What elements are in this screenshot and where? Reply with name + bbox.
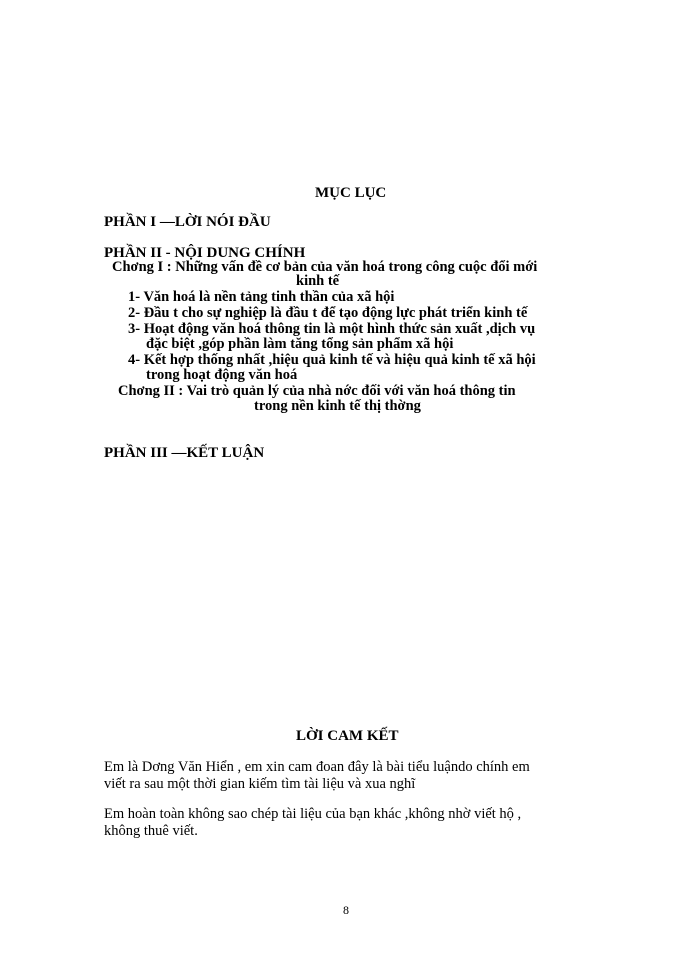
commitment-para-2-line-2: không thuê viết. <box>104 823 198 839</box>
toc-item-4-line-2: trong hoạt động văn hoá <box>146 367 298 383</box>
toc-chapter-1-line-2: kinh tế <box>296 273 340 289</box>
commitment-para-2-line-1: Em hoàn toàn không sao chép tài liệu của bạn khác ,không nhờ viết hộ , <box>104 806 522 822</box>
toc-item-3-line-2: đặc biệt ,góp phần làm tăng tổng sản phẩm xã hội <box>146 336 454 352</box>
toc-chapter-2-line-2: trong nền kinh tế thị thờng <box>254 398 421 414</box>
toc-part-2: PHẦN II - NỘI DUNG CHÍNH <box>104 245 306 261</box>
toc-chapter-1-line-1: Chơng I : Những vấn đề cơ bản của văn hoá trong công cuộc đổi mới <box>112 259 538 275</box>
toc-item-3-line-1: 3- Hoạt động văn hoá thông tin là một hình thức sản xuất ,dịch vụ <box>128 321 536 337</box>
commitment-para-1-line-1: Em là Dơng Văn Hiển , em xin cam đoan đây là bài tiểu luậndo chính em <box>104 759 530 775</box>
commitment-para-1-line-2: viết ra sau một thời gian kiếm tìm tài liệu và xua nghĩ <box>104 776 416 792</box>
toc-chapter-2-line-1: Chơng II : Vai trò quản lý của nhà nớc đối với văn hoá thông tin <box>118 383 516 399</box>
page-number: 8 <box>343 903 349 917</box>
toc-title: MỤC LỤC <box>315 185 387 201</box>
toc-part-3: PHẦN III —KẾT LUẬN <box>104 445 265 461</box>
commitment-title: LỜI CAM KẾT <box>296 728 399 744</box>
toc-item-4-line-1: 4- Kết hợp thống nhất ,hiệu quả kinh tế và hiệu quả kinh tế xã hội <box>128 352 536 368</box>
toc-part-1: PHẦN I —LỜI NÓI ĐẦU <box>104 214 271 230</box>
toc-item-2: 2- Đầu t cho sự nghiệp là đầu t để tạo động lực phát triển kinh tế <box>128 305 528 321</box>
toc-item-1: 1- Văn hoá là nền tảng tinh thần của xã hội <box>128 289 395 305</box>
